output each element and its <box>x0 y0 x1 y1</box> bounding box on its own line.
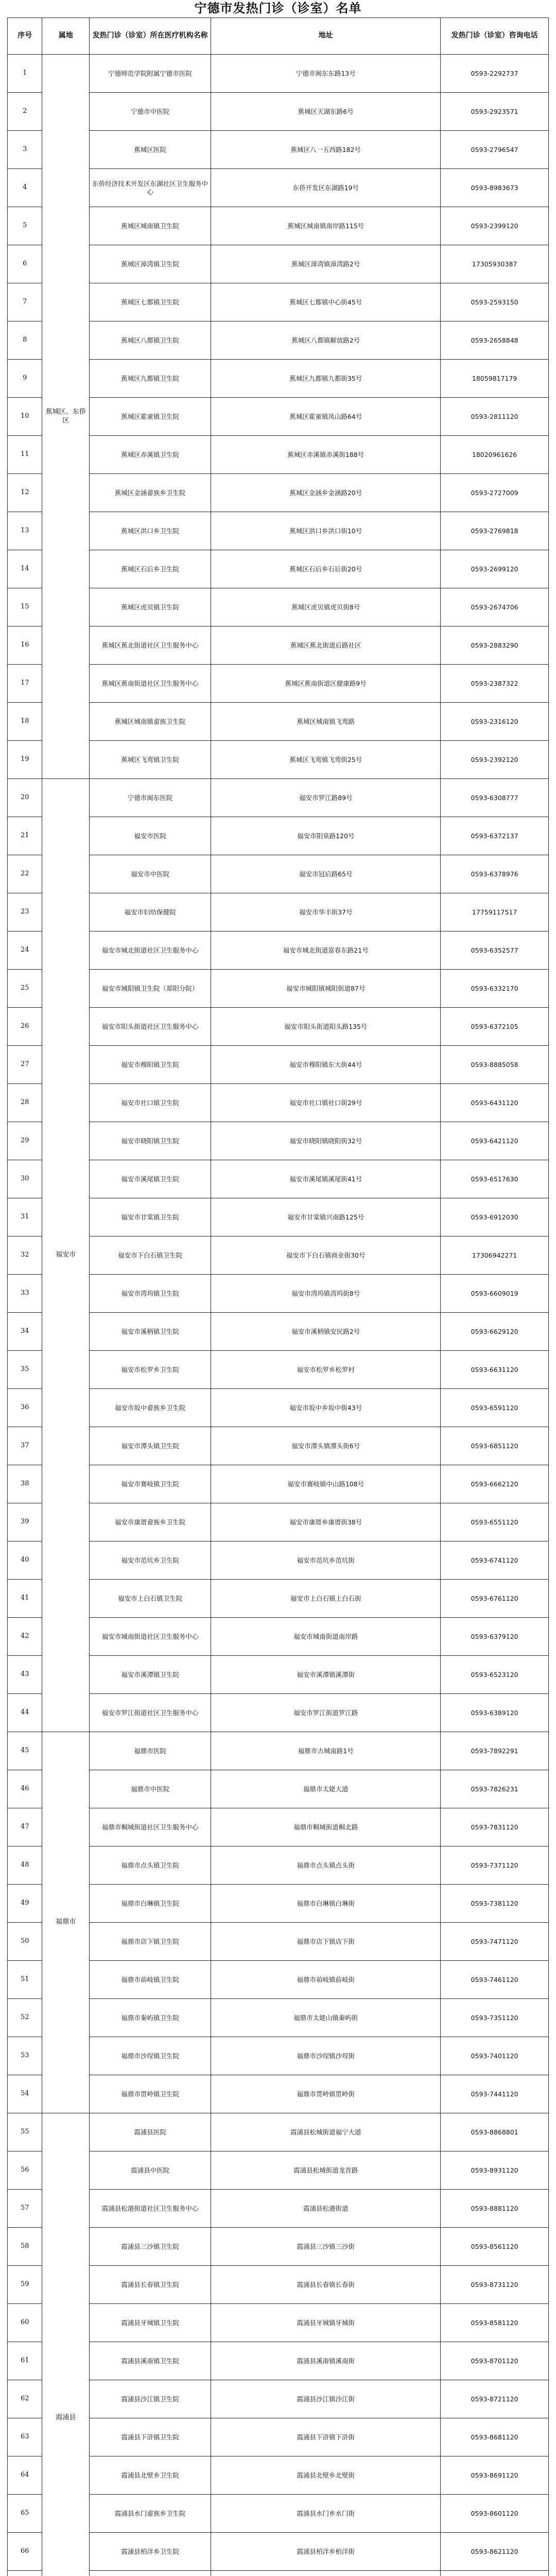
cell-seq: 45 <box>8 1732 42 1770</box>
cell-address: 福安市城阳镇城阳街道87号 <box>211 970 441 1008</box>
cell-institution-name: 东侨经济技术开发区东湖社区卫生服务中心 <box>90 169 211 207</box>
header-seq: 序号 <box>8 18 42 55</box>
cell-phone: 0593-6517630 <box>441 1160 549 1198</box>
cell-seq: 22 <box>8 855 42 893</box>
cell-institution-name: 霞浦县长春镇卫生院 <box>90 2266 211 2304</box>
cell-institution-name: 霞浦县医院 <box>90 2113 211 2151</box>
cell-address: 福安市坂中乡坂中街43号 <box>211 1389 441 1427</box>
cell-address: 福安市赛岐镇中山路108号 <box>211 1465 441 1503</box>
cell-seq: 57 <box>8 2190 42 2228</box>
cell-phone: 0593-2769818 <box>441 512 549 550</box>
cell-address: 霞浦县牙城镇牙城街 <box>211 2304 441 2342</box>
table-row <box>8 1732 549 1770</box>
cell-seq: 16 <box>8 626 42 665</box>
cell-seq: 11 <box>8 436 42 474</box>
cell-address: 霞浦县柏洋乡柏洋街 <box>211 2533 441 2571</box>
cell-phone: 0593-8681120 <box>441 2418 549 2456</box>
cell-phone: 0593-8621120 <box>441 2533 549 2571</box>
cell-address: 霞浦县松港街道 <box>211 2190 441 2228</box>
cell-address: 福鼎市前岐镇前岐街 <box>211 1961 441 1999</box>
cell-institution-name: 蕉城区医院 <box>90 131 211 169</box>
cell-address: 霞浦县下浒镇下浒街 <box>211 2418 441 2456</box>
cell-phone: 0593-6912030 <box>441 1198 549 1236</box>
cell-address: 蕉城区飞鸾镇飞鸾街25号 <box>211 741 441 779</box>
cell-seq: 28 <box>8 1084 42 1122</box>
cell-institution-name: 蕉城区城南镇畲族卫生院 <box>90 703 211 741</box>
cell-institution-name: 霞浦县中医院 <box>90 2151 211 2190</box>
cell-institution-name: 福鼎市秦屿镇卫生院 <box>90 1999 211 2037</box>
cell-institution-name: 蕉城区飞鸾镇卫生院 <box>90 741 211 779</box>
cell-seq: 6 <box>8 245 42 283</box>
cell-address: 霞浦县沙江镇沙江街 <box>211 2380 441 2418</box>
cell-phone: 0593-7381120 <box>441 1885 549 1923</box>
cell-phone: 0593-6741120 <box>441 1541 549 1580</box>
cell-phone: 0593-2593150 <box>441 283 549 321</box>
cell-institution-name: 宁德市中医院 <box>90 93 211 131</box>
cell-area: 霞浦县 <box>42 2113 90 2576</box>
cell-address: 福鼎市桐城街道桐北路 <box>211 1808 441 1846</box>
cell-phone: 0593-2387322 <box>441 665 549 703</box>
cell-address: 福安市下白石镇商业街30号 <box>211 1236 441 1275</box>
cell-institution-name: 福安市医院 <box>90 817 211 855</box>
cell-address: 蕉城区八一五西路182号 <box>211 131 441 169</box>
cell-seq: 19 <box>8 741 42 779</box>
cell-institution-name: 福鼎市沙埕镇卫生院 <box>90 2037 211 2075</box>
cell-institution-name: 福安市罗江街道社区卫生服务中心 <box>90 1694 211 1732</box>
cell-phone: 0593-6421120 <box>441 1122 549 1160</box>
cell-seq: 53 <box>8 2037 42 2075</box>
cell-address: 蕉城区九都镇九都街35号 <box>211 360 441 398</box>
cell-institution-name: 蕉城区蕉北街道社区卫生服务中心 <box>90 626 211 665</box>
cell-address: 福安市湾坞镇湾坞街8号 <box>211 1275 441 1313</box>
cell-area: 福安市 <box>42 779 90 1732</box>
cell-address: 蕉城区金涵乡金涵路20号 <box>211 474 441 512</box>
cell-institution-name: 福安市松罗乡卫生院 <box>90 1351 211 1389</box>
cell-address: 福鼎市店下镇店下街 <box>211 1923 441 1961</box>
cell-seq: 43 <box>8 1656 42 1694</box>
cell-phone: 0593-7351120 <box>441 1999 549 2037</box>
cell-phone: 0593-2699120 <box>441 550 549 588</box>
cell-phone: 0593-8868801 <box>441 2113 549 2151</box>
cell-seq: 9 <box>8 360 42 398</box>
cell-address: 霞浦县北壁乡北壁街 <box>211 2456 441 2495</box>
cell-phone: 0593-2658848 <box>441 321 549 360</box>
cell-institution-name: 霞浦县水门畲族乡卫生院 <box>90 2495 211 2533</box>
cell-seq: 21 <box>8 817 42 855</box>
cell-seq: 47 <box>8 1808 42 1846</box>
cell-phone: 0593-6523120 <box>441 1656 549 1694</box>
cell-phone: 0593-7826231 <box>441 1770 549 1808</box>
cell-address: 福安市罗江街道罗江路 <box>211 1694 441 1732</box>
cell-phone: 0593-6308777 <box>441 779 549 817</box>
header-phone: 发热门诊（诊室）咨询电话 <box>441 18 549 55</box>
cell-seq <box>8 2571 42 2576</box>
cell-phone: 0593-2316120 <box>441 703 549 741</box>
cell-institution-name: 蕉城区七都镇卫生院 <box>90 283 211 321</box>
cell-institution-name: 福安市溪潭镇卫生院 <box>90 1656 211 1694</box>
cell-address: 东侨开发区东湖路19号 <box>211 169 441 207</box>
table-body <box>8 55 549 2576</box>
cell-phone: 0593-2674706 <box>441 588 549 626</box>
cell-seq: 37 <box>8 1427 42 1465</box>
cell-institution-name: 蕉城区蕉南街道社区卫生服务中心 <box>90 665 211 703</box>
cell-seq: 20 <box>8 779 42 817</box>
cell-address: 蕉城区八都镇解放路2号 <box>211 321 441 360</box>
cell-seq: 51 <box>8 1961 42 1999</box>
cell-seq: 52 <box>8 1999 42 2037</box>
cell-seq: 31 <box>8 1198 42 1236</box>
cell-institution-name: 福鼎市桐城街道社区卫生服务中心 <box>90 1808 211 1846</box>
cell-seq: 36 <box>8 1389 42 1427</box>
cell-address: 蕉城区城南镇飞鸾路 <box>211 703 441 741</box>
cell-seq: 54 <box>8 2075 42 2113</box>
cell-address: 福安市溪尾镇溪尾街41号 <box>211 1160 441 1198</box>
header-area: 属地 <box>42 18 90 55</box>
cell-address: 蕉城区城南镇南岸路115号 <box>211 207 441 245</box>
cell-phone: 0593-2923571 <box>441 93 549 131</box>
cell-area: 福鼎市 <box>42 1732 90 2113</box>
cell-address: 福安市潭头镇潭头街6号 <box>211 1427 441 1465</box>
cell-address: 福安市城北街道富春东路21号 <box>211 931 441 970</box>
cell-address: 霞浦县长春镇长春街 <box>211 2266 441 2304</box>
cell-seq: 8 <box>8 321 42 360</box>
cell-institution-name: 福安市坂中畲族乡卫生院 <box>90 1389 211 1427</box>
cell-address: 福安市晓阳镇晓阳街32号 <box>211 1122 441 1160</box>
cell-address: 福安市冠后路65号 <box>211 855 441 893</box>
cell-phone: 0593-7441120 <box>441 2075 549 2113</box>
cell-seq: 27 <box>8 1046 42 1084</box>
cell-address: 蕉城区赤溪镇赤溪街188号 <box>211 436 441 474</box>
cell-institution-name: 福安市赛岐镇卫生院 <box>90 1465 211 1503</box>
cell-institution-name: 宁德市闽东医院 <box>90 779 211 817</box>
cell-seq: 34 <box>8 1313 42 1351</box>
cell-seq: 29 <box>8 1122 42 1160</box>
cell-seq: 49 <box>8 1885 42 1923</box>
cell-institution-name: 福安市甘棠镇卫生院 <box>90 1198 211 1236</box>
cell-seq: 58 <box>8 2228 42 2266</box>
cell-seq: 10 <box>8 398 42 436</box>
cell-seq: 18 <box>8 703 42 741</box>
cell-institution-name: 霞浦县三沙镇卫生院 <box>90 2228 211 2266</box>
cell-institution-name: 福安市妇幼保健院 <box>90 893 211 931</box>
cell-phone: 0593-7892291 <box>441 1732 549 1770</box>
cell-seq: 32 <box>8 1236 42 1275</box>
cell-institution-name: 蕉城区八都镇卫生院 <box>90 321 211 360</box>
cell-address: 福安市城南街道南岸路 <box>211 1618 441 1656</box>
cell-phone: 0593-6662120 <box>441 1465 549 1503</box>
cell-phone: 0593-6431120 <box>441 1084 549 1122</box>
cell-seq: 62 <box>8 2380 42 2418</box>
cell-address: 福安市穆阳镇东大街44号 <box>211 1046 441 1084</box>
cell-institution-name: 福安市康厝畲族乡卫生院 <box>90 1503 211 1541</box>
cell-phone: 0593-8881120 <box>441 2190 549 2228</box>
cell-institution-name: 霞浦县柏洋乡卫生院 <box>90 2533 211 2571</box>
cell-institution-name: 福安市范坑乡卫生院 <box>90 1541 211 1580</box>
cell-seq: 33 <box>8 1275 42 1313</box>
cell-seq: 65 <box>8 2495 42 2533</box>
cell-seq: 40 <box>8 1541 42 1580</box>
cell-address: 蕉城区石后乡石后街20号 <box>211 550 441 588</box>
cell-address: 霞浦县三沙镇三沙街 <box>211 2228 441 2266</box>
cell-phone: 17759117517 <box>441 893 549 931</box>
cell-seq: 46 <box>8 1770 42 1808</box>
cell-address: 福安市华丰街37号 <box>211 893 441 931</box>
cell-institution-name: 福安市城北街道社区卫生服务中心 <box>90 931 211 970</box>
cell-institution-name: 蕉城区虎贝镇卫生院 <box>90 588 211 626</box>
cell-phone: 0593-8931120 <box>441 2151 549 2190</box>
cell-phone: 0593-8561120 <box>441 2228 549 2266</box>
table-row <box>8 2113 549 2151</box>
cell-address: 福安市范坑乡范坑街 <box>211 1541 441 1580</box>
cell-phone: 0593-8701120 <box>441 2342 549 2380</box>
cell-seq: 39 <box>8 1503 42 1541</box>
cell-phone: 0593-6629120 <box>441 1313 549 1351</box>
cell-institution-name: 宁德师范学院附属宁德市医院 <box>90 55 211 93</box>
cell-address: 福安市阳头街道阳头路135号 <box>211 1008 441 1046</box>
page-title: 宁德市发热门诊（诊室）名单 <box>194 1 362 15</box>
cell-address: 福安市甘棠镇兴南路125号 <box>211 1198 441 1236</box>
cell-institution-name: 蕉城区城南镇卫生院 <box>90 207 211 245</box>
cell-phone: 0593-8691120 <box>441 2456 549 2495</box>
cell-phone: 0593-2392120 <box>441 741 549 779</box>
cell-address: 蕉城区虎贝镇虎贝街8号 <box>211 588 441 626</box>
cell-address: 福鼎市古城南路1号 <box>211 1732 441 1770</box>
cell-phone: 17305930387 <box>441 245 549 283</box>
cell-institution-name: 蕉城区霍童镇卫生院 <box>90 398 211 436</box>
cell-institution-name: 福安市阳头街道社区卫生服务中心 <box>90 1008 211 1046</box>
cell-phone: 0593-6379120 <box>441 1618 549 1656</box>
cell-phone: 0593-6389120 <box>441 1694 549 1732</box>
cell-seq: 55 <box>8 2113 42 2151</box>
cell-address: 福安市阳泉路120号 <box>211 817 441 855</box>
cell-address: 蕉城区天湖东路6号 <box>211 93 441 131</box>
cell-phone: 0593-6372105 <box>441 1008 549 1046</box>
cell-phone: 0593-8731120 <box>441 2266 549 2304</box>
cell-phone: 17306942271 <box>441 1236 549 1275</box>
cell-address: 福鼎市太姥大道 <box>211 1770 441 1808</box>
cell-phone: 0593-2399120 <box>441 207 549 245</box>
cell-address: 福鼎市贯岭镇贯岭街 <box>211 2075 441 2113</box>
cell-address: 宁德市闽东东路13号 <box>211 55 441 93</box>
cell-institution-name <box>90 2571 211 2576</box>
cell-seq: 60 <box>8 2304 42 2342</box>
cell-phone: 0593-6551120 <box>441 1503 549 1541</box>
cell-institution-name: 福安市溪柄镇卫生院 <box>90 1313 211 1351</box>
cell-institution-name: 福安市城阳镇卫生院（郑阳分院） <box>90 970 211 1008</box>
cell-seq: 4 <box>8 169 42 207</box>
cell-phone: 0593-7831120 <box>441 1808 549 1846</box>
cell-institution-name: 福安市中医院 <box>90 855 211 893</box>
cell-seq: 24 <box>8 931 42 970</box>
cell-seq: 13 <box>8 512 42 550</box>
cell-seq: 41 <box>8 1580 42 1618</box>
cell-address: 霞浦县松城街道龙首路 <box>211 2151 441 2190</box>
cell-phone: 0593-6591120 <box>441 1389 549 1427</box>
cell-seq: 5 <box>8 207 42 245</box>
cell-phone: 0593-8601120 <box>441 2495 549 2533</box>
cell-phone: 18020961626 <box>441 436 549 474</box>
cell-institution-name: 福鼎市前岐镇卫生院 <box>90 1961 211 1999</box>
cell-seq: 35 <box>8 1351 42 1389</box>
cell-phone: 0593-7471120 <box>441 1923 549 1961</box>
cell-address: 福安市溪潭镇溪潭街 <box>211 1656 441 1694</box>
cell-institution-name: 霞浦县溪南镇卫生院 <box>90 2342 211 2380</box>
cell-phone: 0593-2292737 <box>441 55 549 93</box>
cell-phone: 0593-8581120 <box>441 2304 549 2342</box>
cell-seq: 59 <box>8 2266 42 2304</box>
cell-institution-name: 福安市城南街道社区卫生服务中心 <box>90 1618 211 1656</box>
cell-address: 霞浦县水门乡水门街 <box>211 2495 441 2533</box>
cell-phone: 0593-8983673 <box>441 169 549 207</box>
cell-institution-name: 福鼎市点头镇卫生院 <box>90 1846 211 1885</box>
cell-address: 霞浦县溪南镇溪南街 <box>211 2342 441 2380</box>
cell-institution-name: 福安市潭头镇卫生院 <box>90 1427 211 1465</box>
cell-phone: 0593-6372137 <box>441 817 549 855</box>
cell-institution-name: 霞浦县沙江镇卫生院 <box>90 2380 211 2418</box>
cell-seq: 17 <box>8 665 42 703</box>
cell-phone: 0593-2727009 <box>441 474 549 512</box>
cell-address: 蕉城区漳湾镇漳湾路2号 <box>211 245 441 283</box>
cell-address: 蕉城区七都镇中心街45号 <box>211 283 441 321</box>
cell-phone: 18059817179 <box>441 360 549 398</box>
cell-institution-name: 福鼎市白琳镇卫生院 <box>90 1885 211 1923</box>
cell-address: 福安市社口镇社口街29号 <box>211 1084 441 1122</box>
cell-address: 霞浦县松城街道福宁大道 <box>211 2113 441 2151</box>
cell-institution-name: 霞浦县北壁乡卫生院 <box>90 2456 211 2495</box>
cell-institution-name: 蕉城区赤溪镇卫生院 <box>90 436 211 474</box>
cell-phone: 0593-8721120 <box>441 2380 549 2418</box>
cell-institution-name: 蕉城区石后乡卫生院 <box>90 550 211 588</box>
cell-institution-name: 霞浦县牙城镇卫生院 <box>90 2304 211 2342</box>
cell-seq: 15 <box>8 588 42 626</box>
cell-seq: 14 <box>8 550 42 588</box>
cell-institution-name: 蕉城区金涵畲族乡卫生院 <box>90 474 211 512</box>
table-row <box>8 779 549 817</box>
cell-institution-name: 福鼎市贯岭镇卫生院 <box>90 2075 211 2113</box>
cell-phone: 0593-2883290 <box>441 626 549 665</box>
cell-institution-name: 福安市穆阳镇卫生院 <box>90 1046 211 1084</box>
cell-seq: 44 <box>8 1694 42 1732</box>
cell-institution-name: 福鼎市医院 <box>90 1732 211 1770</box>
cell-seq: 64 <box>8 2456 42 2495</box>
cell-institution-name: 霞浦县下浒镇卫生院 <box>90 2418 211 2456</box>
cell-seq: 7 <box>8 283 42 321</box>
cell-phone: 0593-6851120 <box>441 1427 549 1465</box>
cell-seq: 2 <box>8 93 42 131</box>
cell-institution-name: 蕉城区漳湾镇卫生院 <box>90 245 211 283</box>
cell-institution-name: 福安市上白石镇卫生院 <box>90 1580 211 1618</box>
cell-seq: 1 <box>8 55 42 93</box>
cell-phone: 0593-6352577 <box>441 931 549 970</box>
cell-address: 福安市罗江路89号 <box>211 779 441 817</box>
cell-seq: 56 <box>8 2151 42 2190</box>
cell-seq: 12 <box>8 474 42 512</box>
fever-clinic-table <box>7 18 549 2576</box>
table-header-row <box>8 18 549 55</box>
cell-institution-name: 福鼎市店下镇卫生院 <box>90 1923 211 1961</box>
cell-institution-name: 福安市社口镇卫生院 <box>90 1084 211 1122</box>
cell-seq: 3 <box>8 131 42 169</box>
cell-phone: 0593-6761120 <box>441 1580 549 1618</box>
cell-phone: 0593-6609019 <box>441 1275 549 1313</box>
cell-seq: 66 <box>8 2533 42 2571</box>
cell-institution-name: 霞浦县松港街道社区卫生服务中心 <box>90 2190 211 2228</box>
cell-address: 蕉城区蕉北街道后路社区 <box>211 626 441 665</box>
header-address: 地址 <box>211 18 441 55</box>
cell-address: 福鼎市白琳镇白琳街 <box>211 1885 441 1923</box>
cell-phone: 0593-7401120 <box>441 2037 549 2075</box>
cell-address: 福安市溪柄镇安民路2号 <box>211 1313 441 1351</box>
cell-phone: 0593-6378976 <box>441 855 549 893</box>
cell-seq: 25 <box>8 970 42 1008</box>
cell-phone: 0593-6631120 <box>441 1351 549 1389</box>
cell-seq: 61 <box>8 2342 42 2380</box>
cell-seq: 23 <box>8 893 42 931</box>
table-row <box>8 55 549 93</box>
cell-seq: 26 <box>8 1008 42 1046</box>
cell-seq: 42 <box>8 1618 42 1656</box>
cell-address: 福安市上白石镇上白石街 <box>211 1580 441 1618</box>
cell-seq: 30 <box>8 1160 42 1198</box>
cell-institution-name: 福安市下白石镇卫生院 <box>90 1236 211 1275</box>
cell-address: 福鼎市点头镇点头街 <box>211 1846 441 1885</box>
cell-phone: 0593-2811120 <box>441 398 549 436</box>
cell-institution-name: 蕉城区洪口乡卫生院 <box>90 512 211 550</box>
cell-address: 福鼎市沙埕镇沙埕街 <box>211 2037 441 2075</box>
cell-address <box>211 2571 441 2576</box>
cell-phone: 0593-6332170 <box>441 970 549 1008</box>
cell-phone: 0593-2796547 <box>441 131 549 169</box>
cell-seq: 50 <box>8 1923 42 1961</box>
cell-address: 福安市康厝乡康厝街38号 <box>211 1503 441 1541</box>
cell-area: 蕉城区、东侨区 <box>42 55 90 779</box>
cell-phone: 0593-7371120 <box>441 1846 549 1885</box>
cell-address: 蕉城区洪口乡洪口街10号 <box>211 512 441 550</box>
cell-seq: 38 <box>8 1465 42 1503</box>
cell-phone <box>441 2571 549 2576</box>
cell-address: 福安市松罗乡松罗村 <box>211 1351 441 1389</box>
header-name: 发热门诊（诊室）所在医疗机构名称 <box>90 18 211 55</box>
cell-address: 蕉城区霍童镇凤山路64号 <box>211 398 441 436</box>
cell-institution-name: 福安市溪尾镇卫生院 <box>90 1160 211 1198</box>
cell-institution-name: 福鼎市中医院 <box>90 1770 211 1808</box>
cell-phone: 0593-8885058 <box>441 1046 549 1084</box>
cell-phone: 0593-7461120 <box>441 1961 549 1999</box>
cell-institution-name: 福安市晓阳镇卫生院 <box>90 1122 211 1160</box>
cell-address: 福鼎市太姥山镇秦屿街 <box>211 1999 441 2037</box>
cell-seq: 63 <box>8 2418 42 2456</box>
cell-institution-name: 福安市湾坞镇卫生院 <box>90 1275 211 1313</box>
cell-seq: 48 <box>8 1846 42 1885</box>
cell-institution-name: 蕉城区九都镇卫生院 <box>90 360 211 398</box>
cell-address: 蕉城区蕉南街道区健康路9号 <box>211 665 441 703</box>
